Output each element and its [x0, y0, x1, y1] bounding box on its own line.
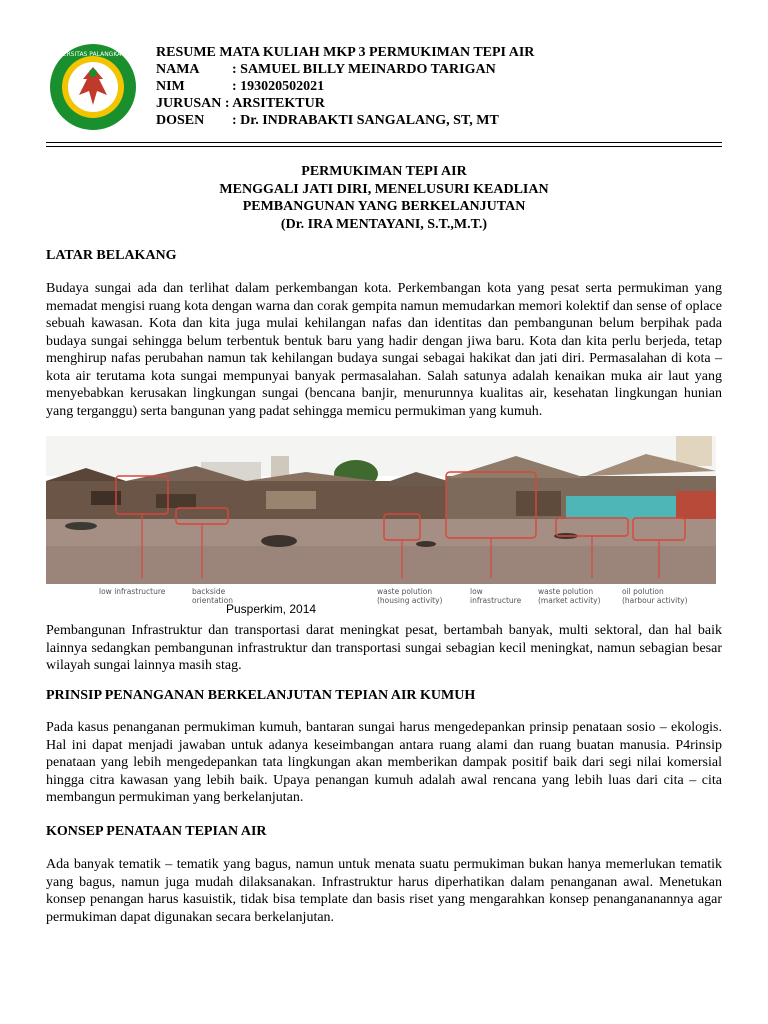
- header-name: NAMA : SAMUEL BILLY MEINARDO TARIGAN: [156, 62, 496, 77]
- header-course: RESUME MATA KULIAH MKP 3 PERMUKIMAN TEPI AIR: [156, 45, 535, 60]
- paragraph-konsep: Ada banyak tematik – tematik yang bagus, namun untuk menata suatu permukiman bukan hanya memerlukan tematik yang bagus, namun juga mudah dilaksanakan. Infrastruktur harus diperhatikan dalam penanganan awal. Menetukan konsep penangan harus kasuistik, tidak bisa template dan basis riset yang mengarahkan konsep penangananannya agar permukiman dapat digunakan secara berkelanjutan.: [46, 857, 722, 925]
- label-low-infrastructure-2: low infrastructure: [470, 587, 522, 605]
- logo-text: UNIVERSITAS PALANGKA RAYA: [49, 51, 137, 58]
- paragraph-infrastruktur: Pembangunan Infrastruktur dan transportasi darat meningkat pesat, bertambah banyak, multi sektoral, dan hal baik lainnya sedangkan pembangunan infrastruktur dan transportasi sungai sebagian kecil meningkat, namun sebagian besar wilayah sungai lainnya masih stag.: [46, 623, 722, 673]
- paragraph-latar-belakang: Budaya sungai ada dan terlihat dalam perkembangan kota. Perkembangan kota yang pesat serta permukiman yang memadat mengisi ruang kota dengan warna dan corak gempita namun memudarkan memori kolektif dan sense of oplace sebuah kawasan. Kota dan kita juga mulai kehilangan nafas dan identitas dan pembangunan belum berpihak pada budaya sungai sehingga belum terbentuk bentuk baru yang hadir dengan jiwa baru. Kota dan kita perlu berjeda, tetap menghirup nafas perubahan namun tak kehilangan budaya sungai sebagai hakikat dan jati diri. Permasalahan di kota – kota air terutama kota sungai mempunyai banyak permasalahan. Salah satunya adalah kenaikan muka air laut yang menyebabkan kerusakan lingkungan sungai (bencana banjir, menurunnya kualitas air, kesehatan lingkungan hunian yang terganggu) serta bangunan yang padat sehingga memicu permukiman yang kumuh.: [46, 281, 722, 419]
- header-dosen: DOSEN : Dr. INDRABAKTI SANGALANG, ST, MT: [156, 113, 499, 128]
- document-title: PERMUKIMAN TEPI AIR MENGGALI JATI DIRI, MENELUSURI KEADLIAN PEMBANGUNAN YANG BERKELANJUTAN (Dr. IRA MENTAYANI, S.T.,M.T.): [219, 164, 549, 232]
- label-waste-housing: waste polution (housing activity): [377, 587, 443, 605]
- label-waste-market: waste polution (market activity): [538, 587, 601, 605]
- header-info: [156, 44, 534, 129]
- header-jurusan: JURUSAN : ARSITEKTUR: [156, 96, 325, 111]
- label-low-infrastructure: low infrastructure: [99, 587, 166, 596]
- university-logo: [49, 43, 137, 131]
- header-nim: NIM : 193020502021: [156, 79, 325, 94]
- heading-prinsip: PRINSIP PENANGANAN BERKELANJUTAN TEPIAN AIR KUMUH: [46, 688, 476, 703]
- paragraph-prinsip: Pada kasus penanganan permukiman kumuh, bantaran sungai harus mengedepankan prinsip penataan sosio – ekologis. Hal ini dapat menjadi jawaban untuk adanya keseimbangan antara ruang alami dan ruang buatan manusia. P4rinsip penataan yang lebih mengedepankan tata lingkungan akan memberikan dampak positif baik dari segi nilai komersial hingga citra kawasan yang lebih baik. Upaya penangan kumuh adalah awal rencana yang lebih luas dari cita – cita membangun permukiman yang berkelanjutan.: [46, 720, 722, 805]
- header-rule-bottom: [46, 146, 722, 147]
- label-oil-harbour: oil polution (harbour activity): [622, 587, 688, 605]
- header-rule-top: [46, 142, 722, 143]
- heading-latar-belakang: LATAR BELAKANG: [46, 248, 177, 263]
- riverside-photo: [46, 436, 716, 626]
- heading-konsep: KONSEP PENATAAN TEPIAN AIR: [46, 824, 267, 839]
- photo-credit: Pusperkim, 2014: [226, 602, 317, 616]
- label-backside-orientation: backside orientation: [192, 587, 234, 605]
